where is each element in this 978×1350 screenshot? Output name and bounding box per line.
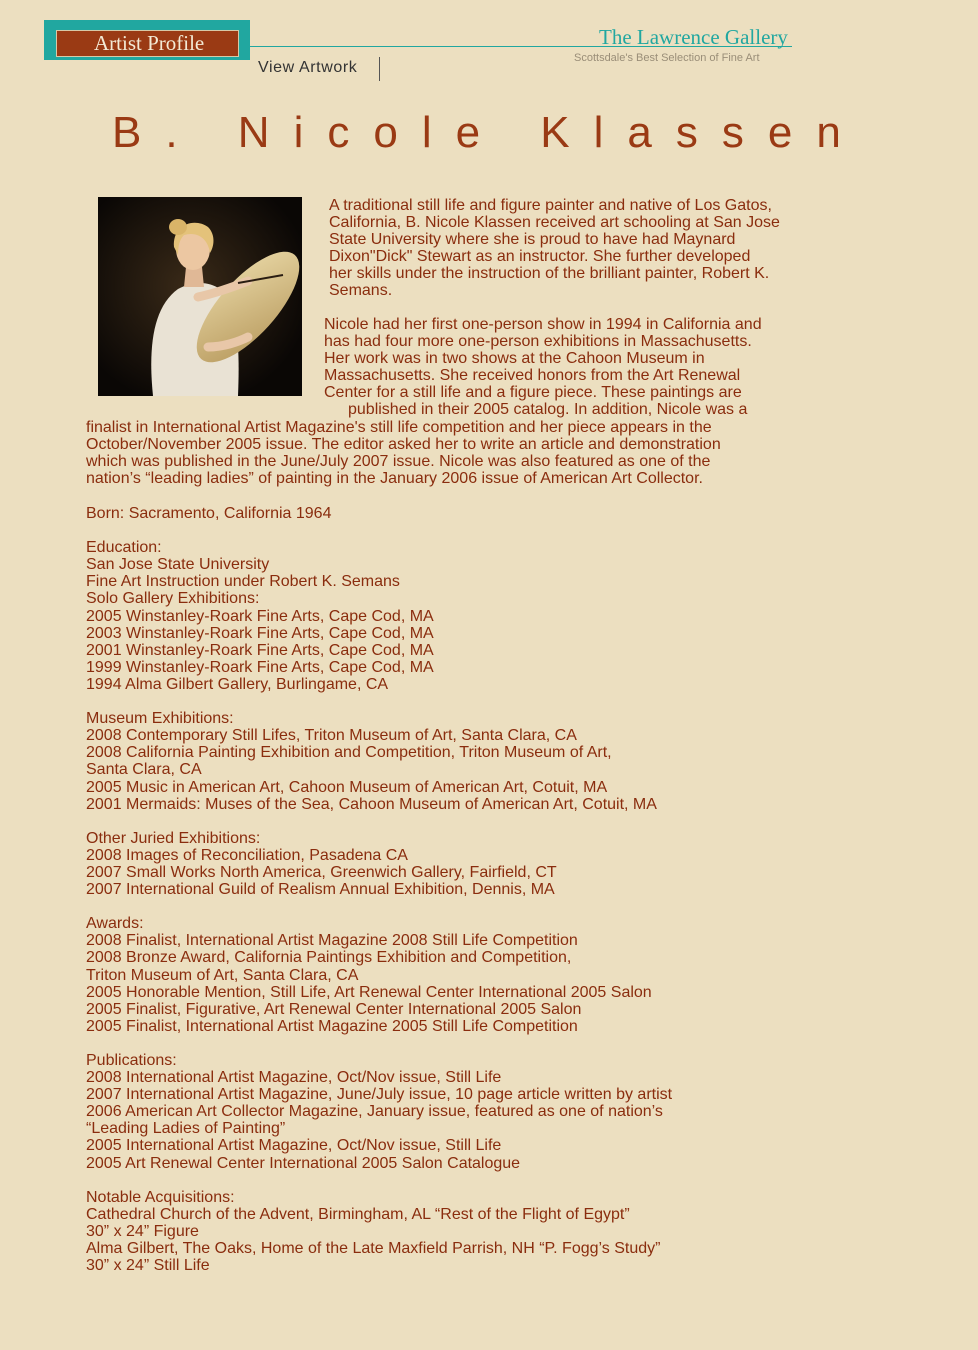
section-item: 30” x 24” Still Life [86,1257,210,1275]
nav-separator [379,57,380,81]
bio-paragraph-2-continued [86,419,721,487]
gallery-tagline: Scottsdale's Best Selection of Fine Art [574,52,760,64]
section-item: 2003 Winstanley-Roark Fine Arts, Cape Cod, MA [86,624,434,642]
section-item: 2008 Images of Reconciliation, Pasadena CA [86,846,408,864]
section-item: 2005 Finalist, International Artist Magazine 2005 Still Life Competition [86,1017,578,1035]
section-item: 2008 California Painting Exhibition and Competition, Triton Museum of Art, [86,744,612,762]
section-heading: Notable Acquisitions: [86,1188,235,1206]
section-heading: Publications: [86,1052,177,1069]
section-publications [86,1052,672,1172]
artist-portrait-illustration [98,197,302,396]
artist-profile-tab [44,20,250,60]
section-item: Cathedral Church of the Advent, Birmingham, AL “Rest of the Flight of Egypt” [86,1205,630,1223]
artist-name: B. Nicole Klassen [112,108,865,157]
section-item: 1994 Alma Gilbert Gallery, Burlingame, CA [86,675,389,693]
bio-line: State University where she is proud to have had Maynard [329,231,736,249]
section-heading: Other Juried Exhibitions: [86,829,261,847]
bio-line: October/November 2005 issue. The editor asked her to write an article and demonstration [86,436,721,454]
bio-line: Massachusetts. She received honors from the Art Renewal [324,367,741,385]
section-item: Fine Art Instruction under Robert K. Semans [86,573,400,591]
section-item: 2007 International Artist Magazine, June/July issue, 10 page article written by artist [86,1086,673,1104]
section-heading: Awards: [86,915,144,933]
section-item: Triton Museum of Art, Santa Clara, CA [86,966,359,984]
bio-line: has had four more one-person exhibitions in Massachusetts. [324,333,752,351]
section-item: 2008 Bronze Award, California Paintings Exhibition and Competition, [86,949,572,967]
section-museum-exhibitions [86,710,672,813]
section-item: 2006 American Art Collector Magazine, January issue, featured as one of nation’s [86,1103,663,1121]
section-item: Solo Gallery Exhibitions: [86,590,260,608]
section-item: 1999 Winstanley-Roark Fine Arts, Cape Cod, MA [86,658,434,676]
gallery-name[interactable]: The Lawrence Gallery [599,25,788,49]
section-other-juried-exhibitions [86,830,672,898]
bio-line: California, B. Nicole Klassen received art schooling at San Jose [329,214,780,232]
section-item: 2007 Small Works North America, Greenwich Gallery, Fairfield, CT [86,863,557,881]
view-artwork-link[interactable]: View Artwork [258,59,358,76]
bio-line: finalist in International Artist Magazine's still life competition and her piece appears in the [86,419,712,436]
bio-line: her skills under the instruction of the brilliant painter, Robert K. [329,265,770,283]
section-heading: Education: [86,539,162,557]
section-heading: Museum Exhibitions: [86,710,234,728]
bio-line: Semans. [329,282,393,300]
bio-line: Nicole had her first one-person show in 1994 in California and [324,316,762,333]
section-item: “Leading Ladies of Painting” [86,1120,286,1138]
section-notable-acquisitions [86,1189,672,1274]
bio-line: nation’s “leading ladies” of painting in the January 2006 issue of American Art Collector. [86,470,703,488]
section-awards [86,915,672,1035]
bio-line: Her work was in two shows at the Cahoon Museum in [324,350,705,368]
section-item: 2008 Contemporary Still Lifes, Triton Museum of Art, Santa Clara, CA [86,727,577,745]
section-item: 2005 Honorable Mention, Still Life, Art Renewal Center International 2005 Salon [86,983,652,1001]
section-born [86,505,672,522]
bio-paragraph-2 [324,316,762,419]
bio-paragraph-1 [329,197,780,300]
section-item: 2008 International Artist Magazine, Oct/Nov issue, Still Life [86,1069,502,1087]
section-item: 2007 International Guild of Realism Annual Exhibition, Dennis, MA [86,881,555,899]
section-item: 30” x 24” Figure [86,1222,199,1240]
section-item: 2005 Music in American Art, Cahoon Museum of American Art, Cotuit, MA [86,778,608,796]
section-item: 2001 Winstanley-Roark Fine Arts, Cape Cod, MA [86,641,434,659]
section-item: Alma Gilbert, The Oaks, Home of the Late Maxfield Parrish, NH “P. Fogg’s Study” [86,1240,661,1258]
section-item: 2005 International Artist Magazine, Oct/Nov issue, Still Life [86,1137,502,1155]
section-item: San Jose State University [86,556,270,574]
bio-line: A traditional still life and figure painter and native of Los Gatos, [329,197,772,214]
section-item: Santa Clara, CA [86,761,202,779]
bio-line: published in their 2005 catalog. In addition, Nicole was a [348,401,748,419]
section-item: 2008 Finalist, International Artist Magazine 2008 Still Life Competition [86,932,578,950]
section-item: 2001 Mermaids: Muses of the Sea, Cahoon Museum of American Art, Cotuit, MA [86,795,657,813]
section-item: 2005 Winstanley-Roark Fine Arts, Cape Cod, MA [86,607,434,625]
section-heading: Born: Sacramento, California 1964 [86,505,332,522]
artist-profile-tab-label: Artist Profile [56,30,239,57]
artist-portrait [98,197,302,396]
section-item: 2005 Finalist, Figurative, Art Renewal Center International 2005 Salon [86,1000,582,1018]
bio-line: which was published in the June/July 2007 issue. Nicole was also featured as one of the [86,453,711,471]
section-item: 2005 Art Renewal Center International 2005 Salon Catalogue [86,1154,521,1172]
section-education [86,539,672,693]
bio-line: Dixon"Dick" Stewart as an instructor. She further developed [329,248,751,266]
bio-line: Center for a still life and a figure piece. These paintings are [324,384,742,402]
profile-sections [86,505,672,1291]
